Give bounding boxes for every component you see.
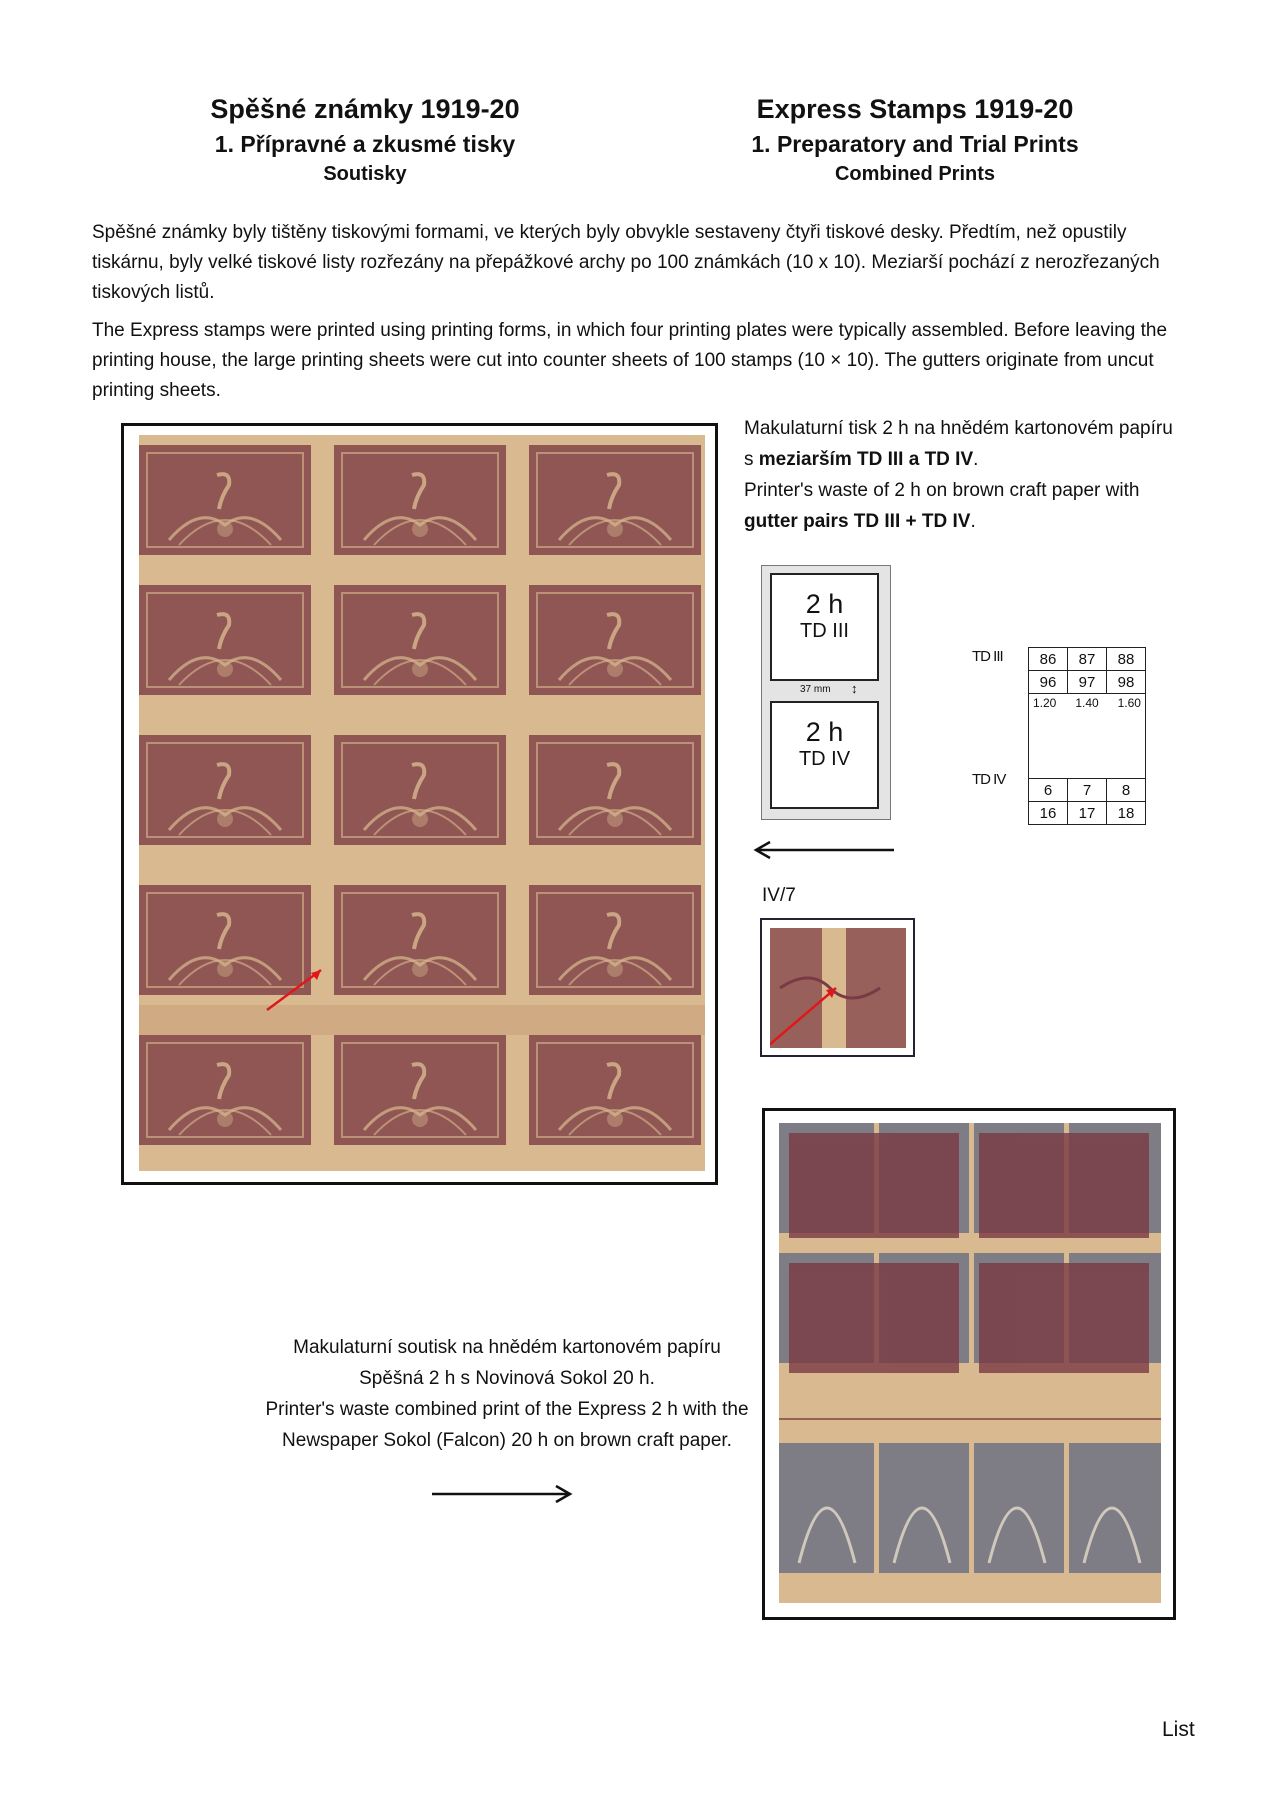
detail-frame [760, 918, 915, 1057]
printers-waste-sheet-image [139, 435, 705, 1171]
plate-label-td-iv: TD IV [972, 771, 1006, 788]
table-row: 6 7 8 [1029, 779, 1146, 802]
subtitle-czech: 1. Přípravné a zkusmé tisky [214, 131, 516, 157]
plate-label-td-iii: TD III [972, 648, 1003, 665]
title-czech: Spěšné známky 1919-20 [210, 94, 520, 124]
detail-label: IV/7 [762, 885, 796, 906]
title-english: Express Stamps 1919-20 [756, 94, 1074, 124]
table-row: 96 97 98 [1029, 671, 1146, 694]
intro-english: The Express stamps were printed using printing forms, in which four printing plates were typically assembled. Before leaving the printing house, the large printing sheets were cut into counter sheets of 100 stamps (10 × 10). The gutters originate from uncut printing sheets. [92, 320, 1168, 401]
section-czech: Soutisky [323, 163, 407, 185]
intro-czech: Spěšné známky byly tištěny tiskovými formami, ve kterých byly obvykle sestaveny čtyři tiskové desky. Předtím, než opustily tiskárnu, byly velké tiskové listy rozřezány na přepážkové archy po 100 známkách (10 x 10). Meziarší pochází z nerozřezaných tiskových listů. [92, 222, 1160, 303]
combined-print-image [779, 1123, 1161, 1603]
item1-description: Makulaturní tisk 2 h na hnědém kartonovém papíru s meziarším TD III a TD IV. Printer's waste of 2 h on brown craft paper with gutter pairs TD III + TD IV. [744, 418, 1173, 532]
gap-label: 37 mm [800, 684, 831, 695]
sheet-image-frame [121, 423, 718, 1185]
table-row: 16 17 18 [1029, 802, 1146, 825]
section-english: Combined Prints [834, 163, 995, 185]
plate-table-td-iii [1028, 647, 1146, 825]
gutter-pair-diagram [761, 565, 891, 820]
table-row: 1.20 1.40 1.60 [1029, 694, 1146, 779]
arrow-left-icon [750, 840, 896, 860]
page-label: List [1162, 1718, 1195, 1741]
arrow-right-icon [430, 1484, 576, 1504]
subtitle-english: 1. Preparatory and Trial Prints [751, 131, 1079, 157]
item2-description: Makulaturní soutisk na hnědém kartonovém papíru Spěšná 2 h s Novinová Sokol 20 h. Printer's waste combined print of the Express 2 h with the Newspaper Sokol (Falcon) 20 h on brown craft paper. [265, 1337, 749, 1451]
detail-iv7-image [770, 928, 906, 1048]
gap-arrow-icon: ↕ [851, 681, 858, 696]
combined-print-frame [762, 1108, 1176, 1620]
box-td-iii: 2 h TD III [770, 573, 879, 681]
table-row: 86 87 88 [1029, 648, 1146, 671]
box-td-iv: 2 h TD IV [770, 701, 879, 809]
